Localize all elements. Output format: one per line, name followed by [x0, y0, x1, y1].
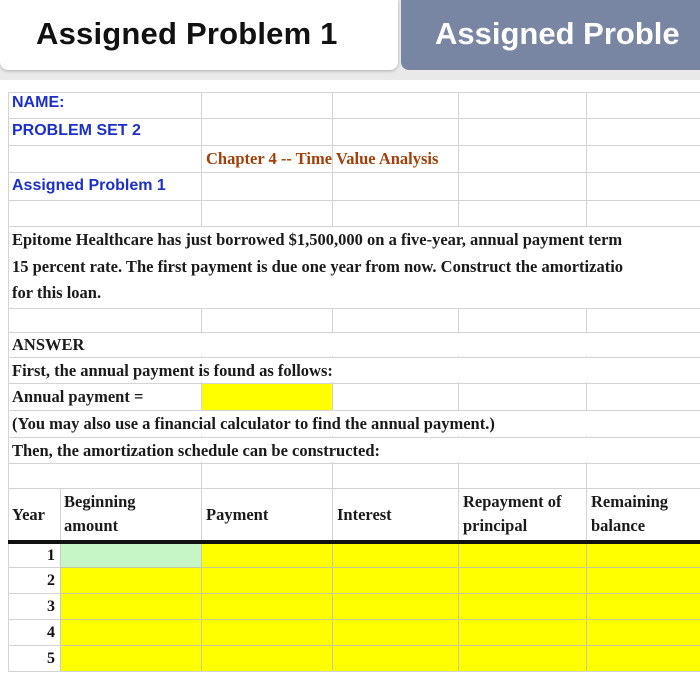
problem-set-label: PROBLEM SET 2 [12, 122, 141, 139]
input-cells-row-1[interactable] [202, 544, 700, 567]
header-principal: principal [463, 516, 528, 535]
name-label: NAME: [12, 94, 65, 111]
header-year: Year [12, 505, 45, 524]
problem-text-line-3: for this loan. [12, 283, 102, 302]
header-amount: amount [64, 516, 119, 535]
spreadsheet[interactable] [0, 80, 700, 679]
beginning-amount-cell[interactable] [61, 544, 201, 567]
header-interest: Interest [337, 505, 392, 524]
tab-label: Assigned Proble [435, 16, 680, 51]
table-row: 1 [47, 547, 55, 564]
problem-text-line-1: Epitome Healthcare has just borrowed $1,500,000 on a five-year, annual payment term [12, 230, 623, 249]
header-balance: balance [591, 516, 646, 535]
sheet-tab-bar [0, 0, 700, 72]
calculator-note: (You may also use a financial calculator to find the annual payment.) [12, 414, 495, 433]
tab-assigned-problem-2[interactable] [401, 0, 700, 70]
chapter-title: Chapter 4 -- Time Value Analysis [206, 149, 439, 168]
input-cells-row-3[interactable] [61, 594, 700, 619]
table-row: 4 [47, 624, 55, 641]
header-payment: Payment [206, 505, 269, 524]
annual-payment-label: Annual payment = [12, 387, 144, 406]
annual-payment-input[interactable] [202, 384, 332, 410]
input-cells-row-2[interactable] [61, 568, 700, 593]
schedule-intro: Then, the amortization schedule can be constructed: [12, 441, 381, 460]
table-row: 3 [47, 598, 55, 615]
problem-text-line-2: 15 percent rate. The first payment is due one year from now. Construct the amortizatio [12, 257, 624, 276]
input-cells-row-5[interactable] [61, 646, 700, 671]
tab-label: Assigned Problem 1 [36, 16, 338, 51]
answer-first-line: First, the annual payment is found as follows: [12, 361, 333, 380]
table-row: 5 [47, 650, 55, 667]
header-beginning: Beginning [64, 492, 136, 511]
tab-assigned-problem-1[interactable] [0, 0, 398, 70]
header-remaining: Remaining [591, 492, 669, 511]
header-repayment: Repayment of [463, 492, 562, 511]
input-cells-row-4[interactable] [61, 620, 700, 645]
assigned-problem-label: Assigned Problem 1 [12, 177, 166, 194]
answer-heading: ANSWER [12, 335, 85, 354]
table-row: 2 [47, 572, 55, 589]
